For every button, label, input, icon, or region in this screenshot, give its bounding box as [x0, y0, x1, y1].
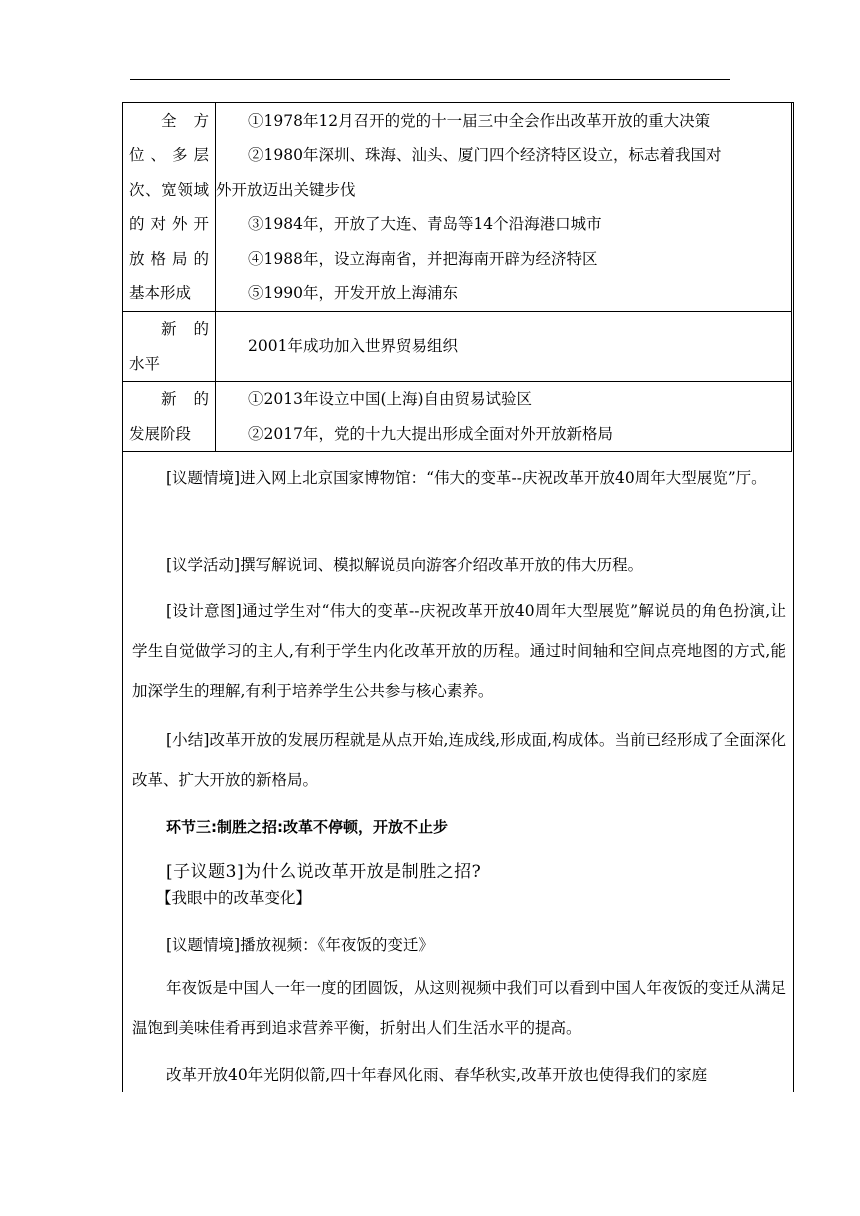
table-row — [123, 382, 792, 452]
paragraph-scenario: [议题情境]进入网上北京国家博物馆：“伟大的变革--庆祝改革开放40周年大型展览”厅。 — [166, 469, 767, 487]
label-line: 的对外开 — [129, 215, 209, 233]
row-content-new-stage — [216, 382, 792, 452]
label-line: 新 的 — [161, 390, 209, 408]
row-label-basic-formation — [123, 103, 216, 312]
row-content-basic-formation — [216, 103, 792, 312]
label-line: 新 的 — [161, 320, 209, 338]
timeline-entry: ②1980年深圳、珠海、汕头、厦门四个经济特区设立，标志着我国对 — [248, 146, 722, 164]
label-line: 水平 — [129, 354, 161, 373]
label-line: 全 方 — [161, 111, 209, 130]
section-heading: 环节三:制胜之招:改革不停顿，开放不止步 — [166, 818, 448, 836]
opening-up-timeline-table — [122, 102, 792, 452]
timeline-entry: 2001年成功加入世界贸易组织 — [248, 337, 458, 356]
sub-topic-title: [子议题3]为什么说改革开放是制胜之招? — [166, 862, 482, 882]
label-line: 基本形成 — [129, 284, 192, 302]
timeline-entry: 外开放迈出关键步伐 — [216, 180, 356, 199]
row-label-new-stage — [123, 382, 216, 452]
paragraph-video-scenario: [议题情境]播放视频：《年夜饭的变迁》 — [166, 936, 434, 954]
timeline-entry: ⑤1990年，开发开放上海浦东 — [248, 284, 458, 302]
paragraph-forty-years: 改革开放40年光阴似箭,四十年春风化雨、春华秋实,改革开放也使得我们的家庭 — [166, 1066, 708, 1084]
row-content-new-level — [216, 312, 792, 382]
table-row — [123, 103, 792, 312]
timeline-entry: ②2017年，党的十九大提出形成全面对外开放新格局 — [248, 424, 613, 443]
paragraph-new-year-dinner: 年夜饭是中国人一年一度的团圆饭，从这则视频中我们可以看到中国人年夜饭的变迁从满足温饱到美味佳肴再到追求营养平衡，折射出人们生活水平的提高。 — [132, 979, 787, 1037]
timeline-entry: ③1984年，开放了大连、青岛等14个沿海港口城市 — [248, 215, 602, 233]
timeline-entry: ④1988年，设立海南省，并把海南开辟为经济特区 — [248, 249, 598, 268]
timeline-entry: ①2013年设立中国(上海)自由贸易试验区 — [248, 390, 533, 408]
label-line: 发展阶段 — [129, 424, 192, 443]
row-label-new-level — [123, 312, 216, 382]
timeline-entry: ①1978年12月召开的党的十一届三中全会作出改革开放的重大决策 — [248, 111, 711, 130]
bracket-title: 【我眼中的改革变化】 — [156, 889, 312, 907]
paragraph-design-intent: [设计意图]通过学生对“伟大的变革--庆祝改革开放40周年大型展览”解说员的角色扮演,让学生自觉做学习的主人,有利于学生内化改革开放的历程。通过时间轴和空间点亮地图的方式,能加深学生的理解,有利于培养学生公共参与核心素养。 — [132, 602, 786, 700]
paragraph-activity: [议学活动]撰写解说词、模拟解说员向游客介绍改革开放的伟大历程。 — [166, 556, 644, 574]
table-row — [123, 312, 792, 382]
paragraph-summary: [小结]改革开放的发展历程就是从点开始,连成线,形成面,构成体。当前已经形成了全面深化改革、扩大开放的新格局。 — [132, 731, 786, 789]
label-line: 次、宽领域 — [129, 180, 209, 199]
label-line: 位、多层 — [129, 146, 209, 164]
header-rule — [130, 79, 730, 80]
label-line: 放格局的 — [129, 249, 209, 268]
